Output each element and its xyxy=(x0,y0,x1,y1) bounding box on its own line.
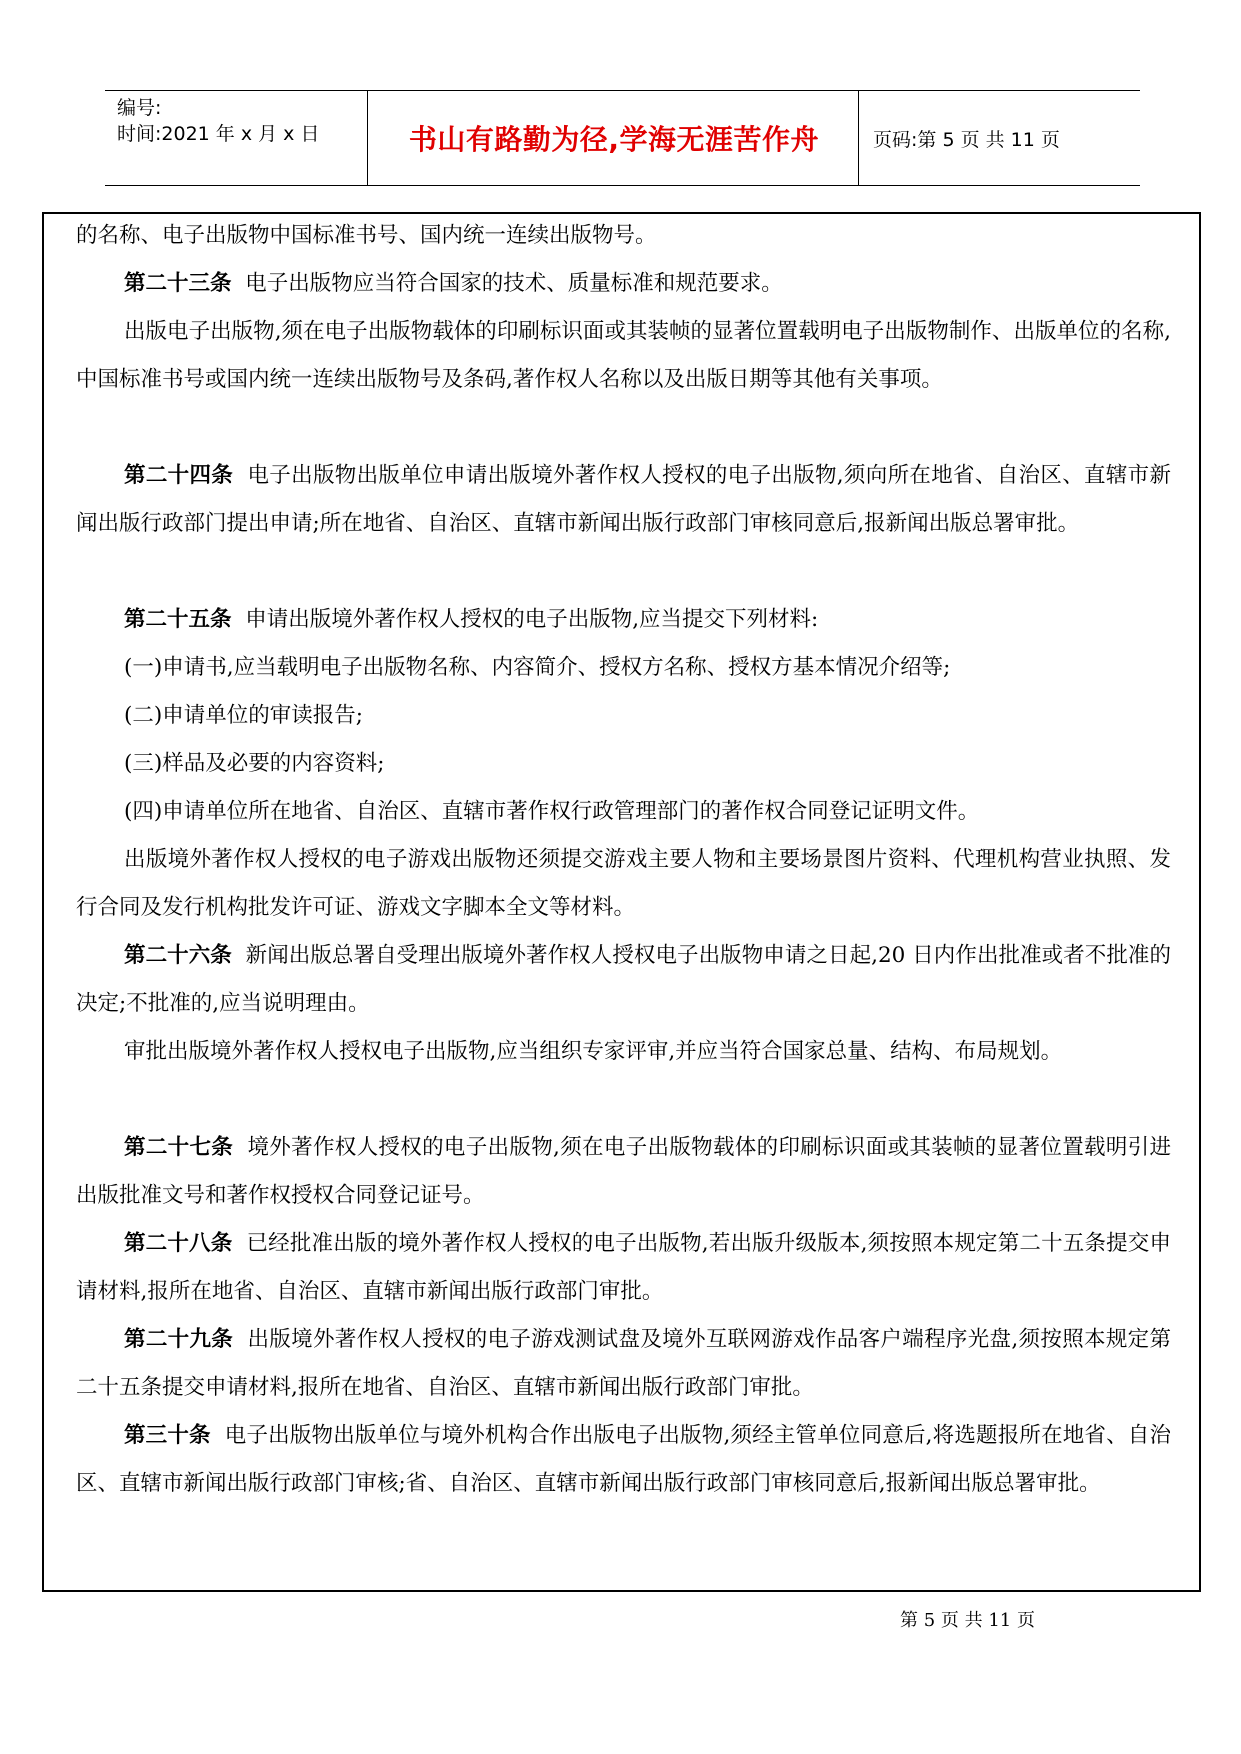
paragraph-text: 电子出版物应当符合国家的技术、质量标准和规范要求。 xyxy=(245,271,783,296)
list-item xyxy=(76,644,1171,692)
paragraph xyxy=(76,260,1171,308)
header-meta xyxy=(117,91,367,185)
paragraph xyxy=(76,212,1171,260)
paragraph xyxy=(76,1028,1171,1076)
paragraph xyxy=(76,836,1171,932)
list-item xyxy=(76,788,1171,836)
document-body xyxy=(42,212,1201,1592)
article-number: 第二十三条 xyxy=(124,271,232,296)
list-item xyxy=(76,692,1171,740)
article-number: 第二十五条 xyxy=(124,607,232,632)
paragraph-text: 的名称、电子出版物中国标准书号、国内统一连续出版物号。 xyxy=(76,223,657,248)
paragraph-text: (一)申请书,应当载明电子出版物名称、内容简介、授权方名称、授权方基本情况介绍等; xyxy=(124,655,951,680)
paragraph xyxy=(76,596,1171,644)
paragraph xyxy=(76,308,1171,404)
paragraph-text: (四)申请单位所在地省、自治区、直辖市著作权行政管理部门的著作权合同登记证明文件。 xyxy=(124,799,980,824)
header-divider xyxy=(367,91,368,185)
paragraph-text: 审批出版境外著作权人授权电子出版物,应当组织专家评审,并应当符合国家总量、结构、布局规划。 xyxy=(124,1039,1063,1064)
header-motto: 书山有路勤为径,学海无涯苦作舟 xyxy=(408,123,820,156)
header-divider xyxy=(858,91,859,185)
article-number: 第二十七条 xyxy=(124,1135,234,1160)
paragraph-text: 申请出版境外著作权人授权的电子出版物,应当提交下列材料: xyxy=(245,607,819,632)
article-number: 第二十八条 xyxy=(124,1231,233,1256)
paragraph xyxy=(76,932,1171,1028)
header-page-number: 页码:第 5 页 共 11 页 xyxy=(873,128,1060,151)
paragraph-text: 电子出版物出版单位申请出版境外著作权人授权的电子出版物,须向所在地省、自治区、直辖市新闻出版行政部门提出申请;所在地省、自治区、直辖市新闻出版行政部门审核同意后,报新闻出版总署审批。 xyxy=(76,463,1171,536)
paragraph xyxy=(76,1412,1171,1508)
paragraph-text: 出版境外著作权人授权的电子游戏出版物还须提交游戏主要人物和主要场景图片资料、代理机构营业执照、发行合同及发行机构批发许可证、游戏文字脚本全文等材料。 xyxy=(76,847,1171,920)
document-number-label: 编号: xyxy=(117,97,162,119)
document-time-label: 时间:2021 年 x 月 x 日 xyxy=(117,123,320,145)
article-number: 第三十条 xyxy=(124,1423,211,1448)
paragraph-text: 出版电子出版物,须在电子出版物载体的印刷标识面或其装帧的显著位置载明电子出版物制作、出版单位的名称,中国标准书号或国内统一连续出版物号及条码,著作权人名称以及出版日期等其他有关事项。 xyxy=(76,319,1171,392)
paragraph-text: 境外著作权人授权的电子出版物,须在电子出版物载体的印刷标识面或其装帧的显著位置载明引进出版批准文号和著作权授权合同登记证号。 xyxy=(76,1135,1171,1208)
list-item xyxy=(76,740,1171,788)
paragraph-text: (二)申请单位的审读报告; xyxy=(124,703,364,728)
page-header xyxy=(105,90,1140,186)
article-number: 第二十六条 xyxy=(124,943,232,968)
paragraph xyxy=(76,452,1171,548)
paragraph-text: 新闻出版总署自受理出版境外著作权人授权电子出版物申请之日起,20 日内作出批准或者不批准的决定;不批准的,应当说明理由。 xyxy=(76,943,1171,1016)
paragraph xyxy=(76,1316,1171,1412)
paragraph-text: 已经批准出版的境外著作权人授权的电子出版物,若出版升级版本,须按照本规定第二十五条提交申请材料,报所在地省、自治区、直辖市新闻出版行政部门审批。 xyxy=(76,1231,1171,1304)
paragraph-text: (三)样品及必要的内容资料; xyxy=(124,751,385,776)
page-footer: 第 5 页 共 11 页 xyxy=(900,1610,1035,1631)
paragraph xyxy=(76,1220,1171,1316)
article-number: 第二十四条 xyxy=(124,463,234,488)
paragraph-text: 出版境外著作权人授权的电子游戏测试盘及境外互联网游戏作品客户端程序光盘,须按照本规定第二十五条提交申请材料,报所在地省、自治区、直辖市新闻出版行政部门审批。 xyxy=(76,1327,1171,1400)
article-number: 第二十九条 xyxy=(124,1327,234,1352)
paragraph-text: 电子出版物出版单位与境外机构合作出版电子出版物,须经主管单位同意后,将选题报所在地省、自治区、直辖市新闻出版行政部门审核;省、自治区、直辖市新闻出版行政部门审核同意后,报新闻出版总署审批。 xyxy=(76,1423,1171,1496)
paragraph xyxy=(76,1124,1171,1220)
